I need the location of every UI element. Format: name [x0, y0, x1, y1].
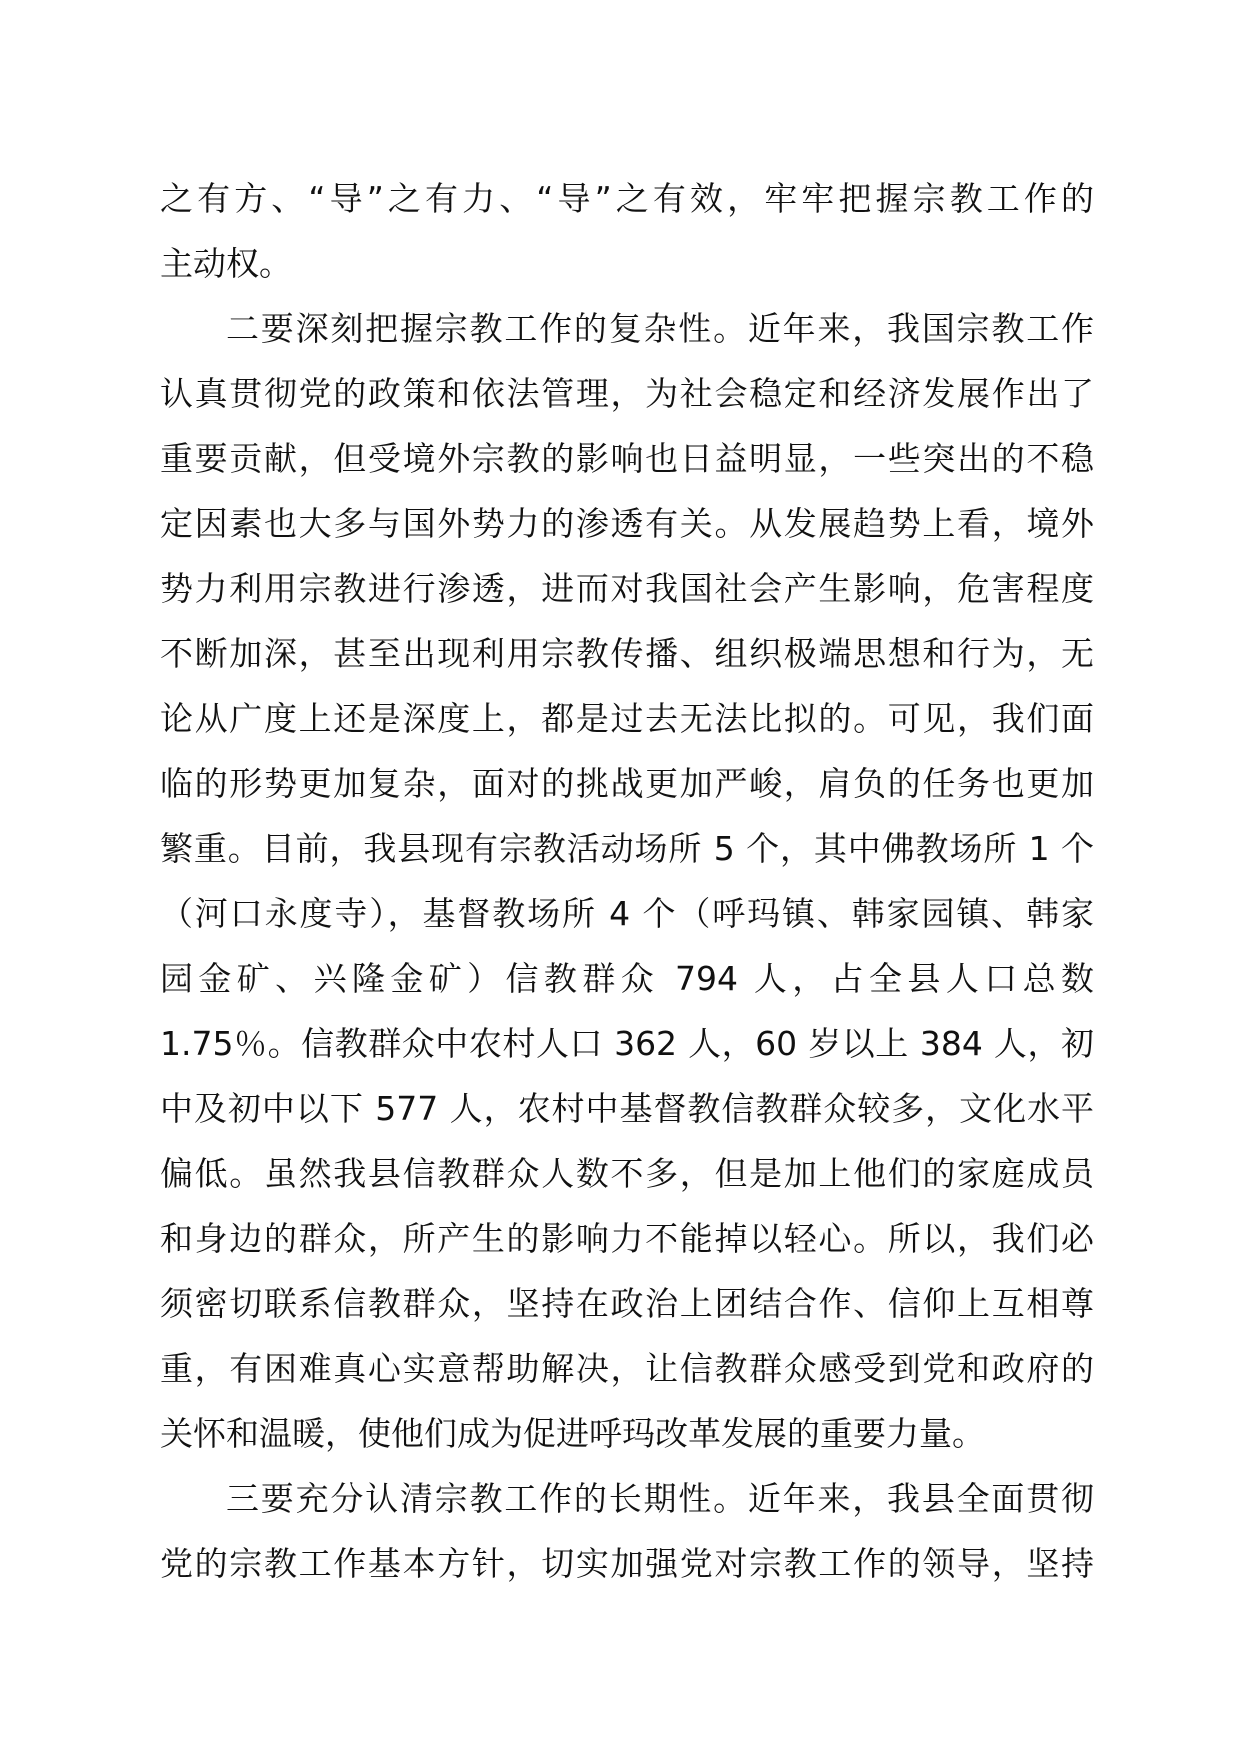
- text-line: 1.75％。信教群众中农村人口 362 人，60 岁以上 384 人，初: [160, 1024, 1094, 1063]
- body-text: [160, 166, 1094, 1596]
- text-line: 党的宗教工作基本方针，切实加强党对宗教工作的领导，坚持: [160, 1544, 1094, 1583]
- text-line: 重，有困难真心实意帮助解决，让信教群众感受到党和政府的: [160, 1349, 1094, 1388]
- text-line: 认真贯彻党的政策和依法管理，为社会稳定和经济发展作出了: [160, 374, 1094, 413]
- text-line: 主动权。: [160, 244, 292, 283]
- text-line: 园金矿、兴隆金矿）信教群众 794 人，占全县人口总数: [160, 959, 1094, 998]
- paragraph-start-line: 二要深刻把握宗教工作的复杂性。近年来，我国宗教工作: [226, 309, 1094, 348]
- text-line: 定因素也大多与国外势力的渗透有关。从发展趋势上看，境外: [160, 504, 1094, 543]
- text-line: 繁重。目前，我县现有宗教活动场所 5 个，其中佛教场所 1 个: [160, 829, 1094, 868]
- text-line: 临的形势更加复杂，面对的挑战更加严峻，肩负的任务也更加: [160, 764, 1094, 803]
- paragraph-start-line: 三要充分认清宗教工作的长期性。近年来，我县全面贯彻: [226, 1479, 1094, 1518]
- text-line: （河口永度寺），基督教场所 4 个（呼玛镇、韩家园镇、韩家: [160, 894, 1094, 933]
- text-line: 论从广度上还是深度上，都是过去无法比拟的。可见，我们面: [160, 699, 1094, 738]
- text-line: 之有方、“导”之有力、“导”之有效，牢牢把握宗教工作的: [160, 179, 1094, 218]
- text-line: 须密切联系信教群众，坚持在政治上团结合作、信仰上互相尊: [160, 1284, 1094, 1323]
- text-line: 中及初中以下 577 人，农村中基督教信教群众较多，文化水平: [160, 1089, 1094, 1128]
- text-line: 势力利用宗教进行渗透，进而对我国社会产生影响，危害程度: [160, 569, 1094, 608]
- text-line: 关怀和温暖，使他们成为促进呼玛改革发展的重要力量。: [160, 1414, 985, 1453]
- text-line: 不断加深，甚至出现利用宗教传播、组织极端思想和行为，无: [160, 634, 1094, 673]
- text-line: 重要贡献，但受境外宗教的影响也日益明显，一些突出的不稳: [160, 439, 1094, 478]
- text-line: 和身边的群众，所产生的影响力不能掉以轻心。所以，我们必: [160, 1219, 1094, 1258]
- text-line: 偏低。虽然我县信教群众人数不多，但是加上他们的家庭成员: [160, 1154, 1094, 1193]
